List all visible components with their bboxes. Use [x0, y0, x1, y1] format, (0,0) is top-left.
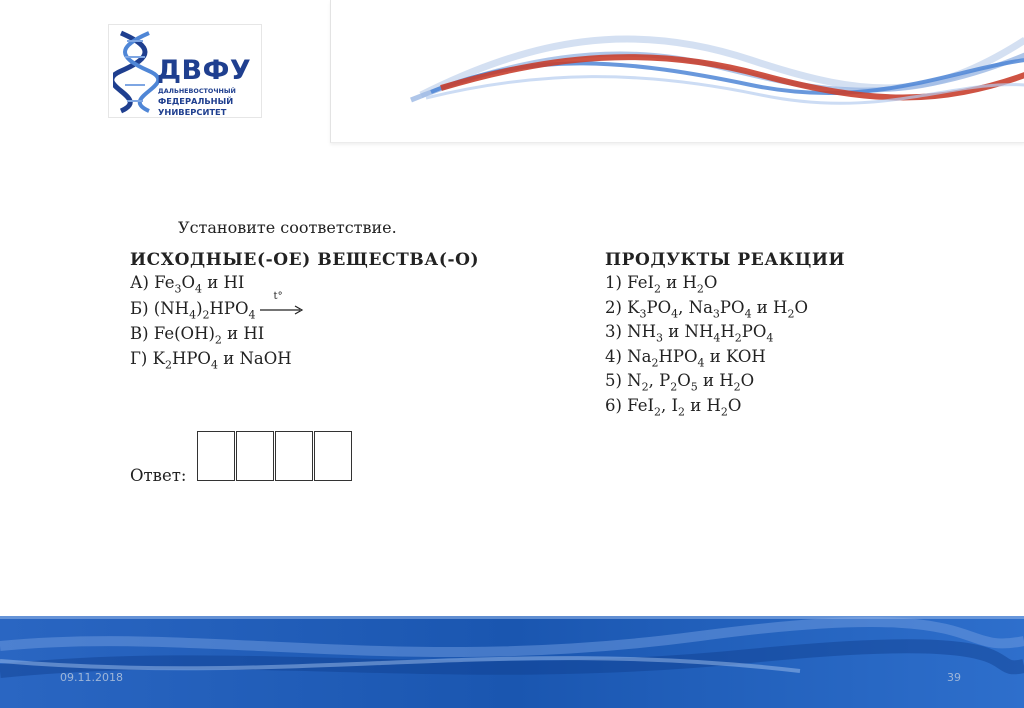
- logo-line-1: ДАЛЬНЕВОСТОЧНЫЙ: [158, 87, 236, 95]
- reagent-item: А) $Fe_3O_4$ и HI: [130, 273, 245, 296]
- logo-abbreviation: ДВФУ: [157, 55, 252, 86]
- product-item: 3) $NH_3$ и $NH_4H_2PO_4$: [605, 322, 774, 345]
- footer-wave-band: [0, 616, 1024, 708]
- answer-cell[interactable]: [236, 431, 274, 481]
- product-item: 1) FeI$_2$ и $H_2O$: [605, 273, 718, 296]
- header-waves-decoration: [331, 0, 1024, 142]
- reagent-item: Б) $(NH_4)_2HPO_4$ t°: [130, 299, 304, 321]
- answer-cell[interactable]: [275, 431, 313, 481]
- logo-line-3: УНИВЕРСИТЕТ: [158, 107, 227, 117]
- footer-date: 09.11.2018: [60, 671, 123, 684]
- answer-cell[interactable]: [197, 431, 235, 481]
- logo-line-2: ФЕДЕРАЛЬНЫЙ: [158, 96, 234, 106]
- product-item: 5) $N_2$, $P_2O_5$ и $H_2O$: [605, 371, 755, 394]
- answer-cell[interactable]: [314, 431, 352, 481]
- task-instruction: Установите соответствие.: [178, 218, 397, 237]
- product-item: 2) $K_3PO_4$, $Na_3PO_4$ и $H_2O$: [605, 297, 808, 320]
- header-panel: [330, 0, 1024, 143]
- footer-page-number: 39: [947, 671, 961, 684]
- matching-task: [130, 198, 890, 498]
- product-item: 6) FeI$_2$, $I_2$ и $H_2O$: [605, 395, 742, 418]
- heating-arrow-icon: [260, 290, 304, 317]
- heating-label: t°: [273, 290, 283, 302]
- university-logo: [108, 24, 262, 118]
- reagent-item: В) $Fe(OH)_2$ и HI: [130, 324, 265, 347]
- products-heading: ПРОДУКТЫ РЕАКЦИИ: [605, 250, 846, 270]
- answer-label: Ответ:: [130, 466, 187, 485]
- product-item: 4) $Na_2HPO_4$ и KOH: [605, 346, 766, 369]
- dna-helix-icon: [113, 27, 159, 115]
- reagent-item: Г) $K_2HPO_4$ и NaOH: [130, 349, 292, 372]
- reagents-heading: ИСХОДНЫЕ(-ОЕ) ВЕЩЕСТВА(-О): [130, 250, 480, 270]
